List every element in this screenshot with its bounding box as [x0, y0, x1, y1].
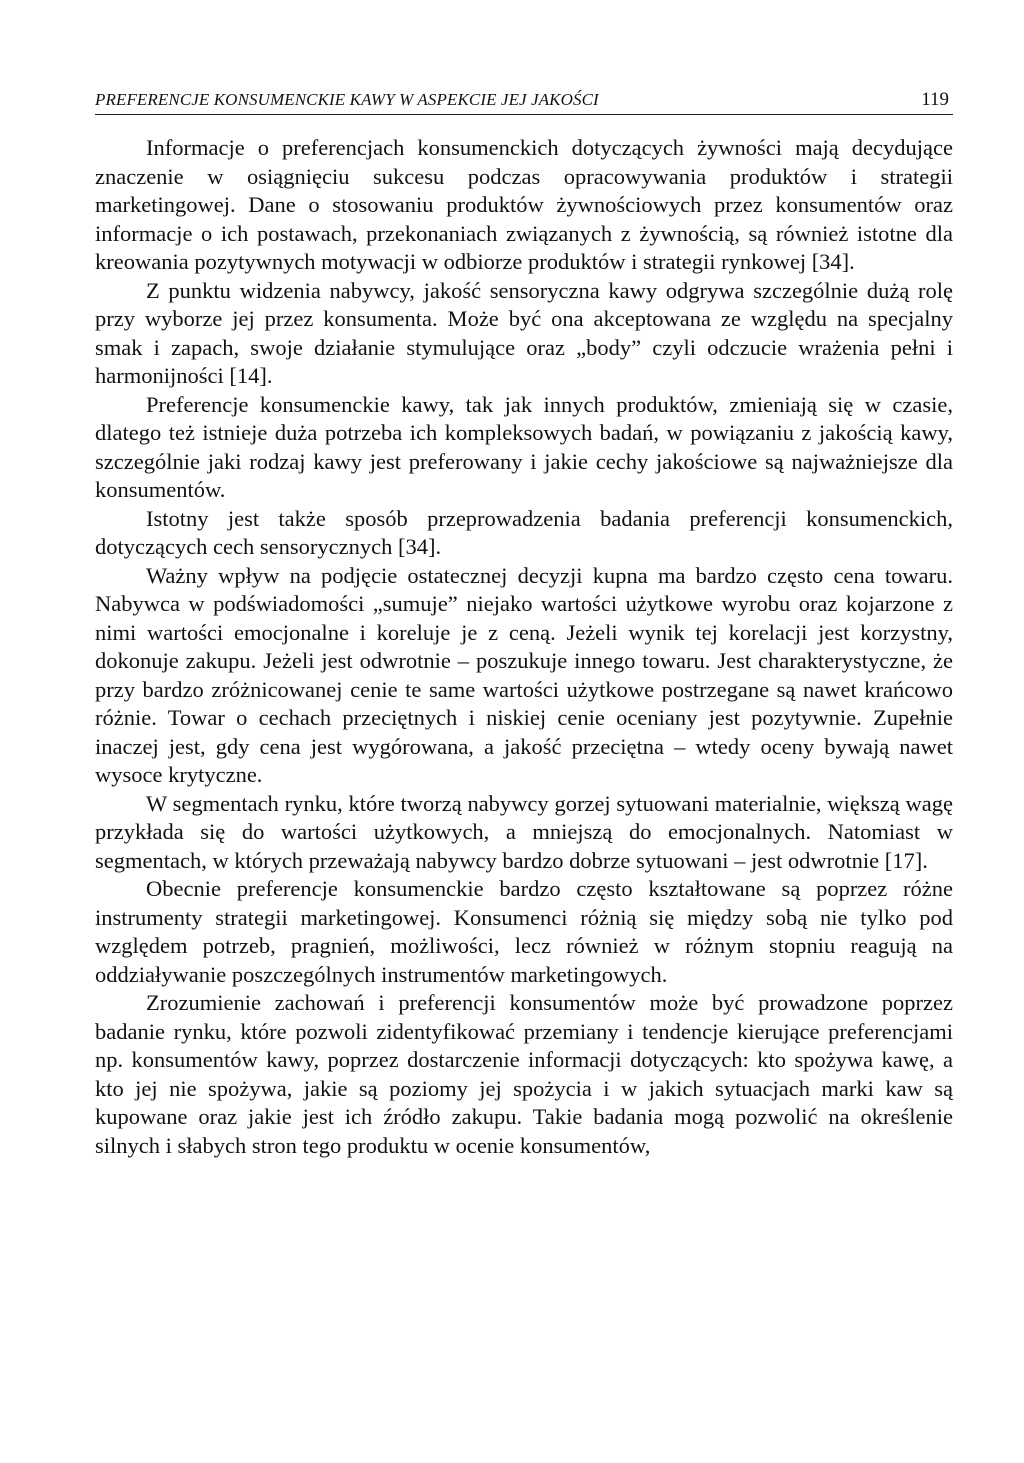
- running-header-title: PREFERENCJE KONSUMENCKIE KAWY W ASPEKCIE JEJ JAKOŚCI: [95, 90, 599, 109]
- document-page: [95, 80, 953, 1160]
- paragraph: Z punktu widzenia nabywcy, jakość sensoryczna kawy odgrywa szczególnie dużą rolę przy wyborze jej przez konsumenta. Może być ona akceptowana ze względu na specjalny smak i zapach, swoje działanie stymulujące oraz „body” czyli odczucie wrażenia pełni i harmonijności [14].: [95, 277, 953, 388]
- paragraph: Informacje o preferencjach konsumenckich dotyczących żywności mają decydujące znaczenie w osiągnięciu sukcesu podczas opracowywania produktów i strategii marketingowej. Dane o stosowaniu produktów żywnościowych przez konsumentów oraz informacje o ich postawach, przekonaniach związanych z żywnością, są również istotne dla kreowania pozytywnych motywacji w odbiorze produktów i strategii rynkowej [34].: [95, 135, 953, 274]
- paragraph: Istotny jest także sposób przeprowadzenia badania preferencji konsumenckich, dotyczących cech sensorycznych [34].: [95, 505, 953, 559]
- paragraph: W segmentach rynku, które tworzą nabywcy gorzej sytuowani materialnie, większą wagę przykłada się do wartości użytkowych, a mniejszą do emocjonalnych. Natomiast w segmentach, w których przeważają nabywcy bardzo dobrze sytuowani – jest odwrotnie [17].: [95, 790, 953, 873]
- page-number: 119: [921, 89, 949, 110]
- paragraph: Zrozumienie zachowań i preferencji konsumentów może być prowadzone poprzez badanie rynku, które pozwoli zidentyfikować przemiany i tendencje kierujące preferencjami np. konsumentów kawy, poprzez dostarczenie informacji dotyczących: kto spożywa kawę, a kto jej nie spożywa, jakie są poziomy jej spożycia i w jakich sytuacjach marki kaw są kupowane oraz jakie jest ich źródło zakupu. Takie badania mogą pozwolić na określenie silnych i słabych stron tego produktu w ocenie konsumentów,: [95, 990, 953, 1158]
- body-text: [95, 134, 953, 1160]
- paragraph: Obecnie preferencje konsumenckie bardzo często kształtowane są poprzez różne instrumenty strategii marketingowej. Konsumenci różnią się między sobą nie tylko pod względem potrzeb, pragnień, możliwości, lecz również w różnym stopniu reagują na oddziaływanie poszczególnych instrumentów marketingowych.: [95, 876, 953, 987]
- running-header: [95, 80, 953, 115]
- paragraph: Preferencje konsumenckie kawy, tak jak innych produktów, zmieniają się w czasie, dlatego też istnieje duża potrzeba ich kompleksowych badań, w powiązaniu z jakością kawy, szczególnie jaki rodzaj kawy jest preferowany i jakie cechy jakościowe są najważniejsze dla konsumentów.: [95, 391, 953, 502]
- paragraph: Ważny wpływ na podjęcie ostatecznej decyzji kupna ma bardzo często cena towaru. Nabywca w podświadomości „sumuje” niejako wartości użytkowe wyrobu oraz kojarzone z nimi wartości emocjonalne i koreluje je z ceną. Jeżeli wynik tej korelacji jest korzystny, dokonuje zakupu. Jeżeli jest odwrotnie – poszukuje innego towaru. Jest charakterystyczne, że przy bardzo zróżnicowanej cenie te same wartości użytkowe postrzegane są nawet krańcowo różnie. Towar o cechach przeciętnych i niskiej cenie oceniany jest pozytywnie. Zupełnie inaczej jest, gdy cena jest wygórowana, a jakość przeciętna – wtedy oceny bywają nawet wysoce krytyczne.: [95, 562, 953, 787]
